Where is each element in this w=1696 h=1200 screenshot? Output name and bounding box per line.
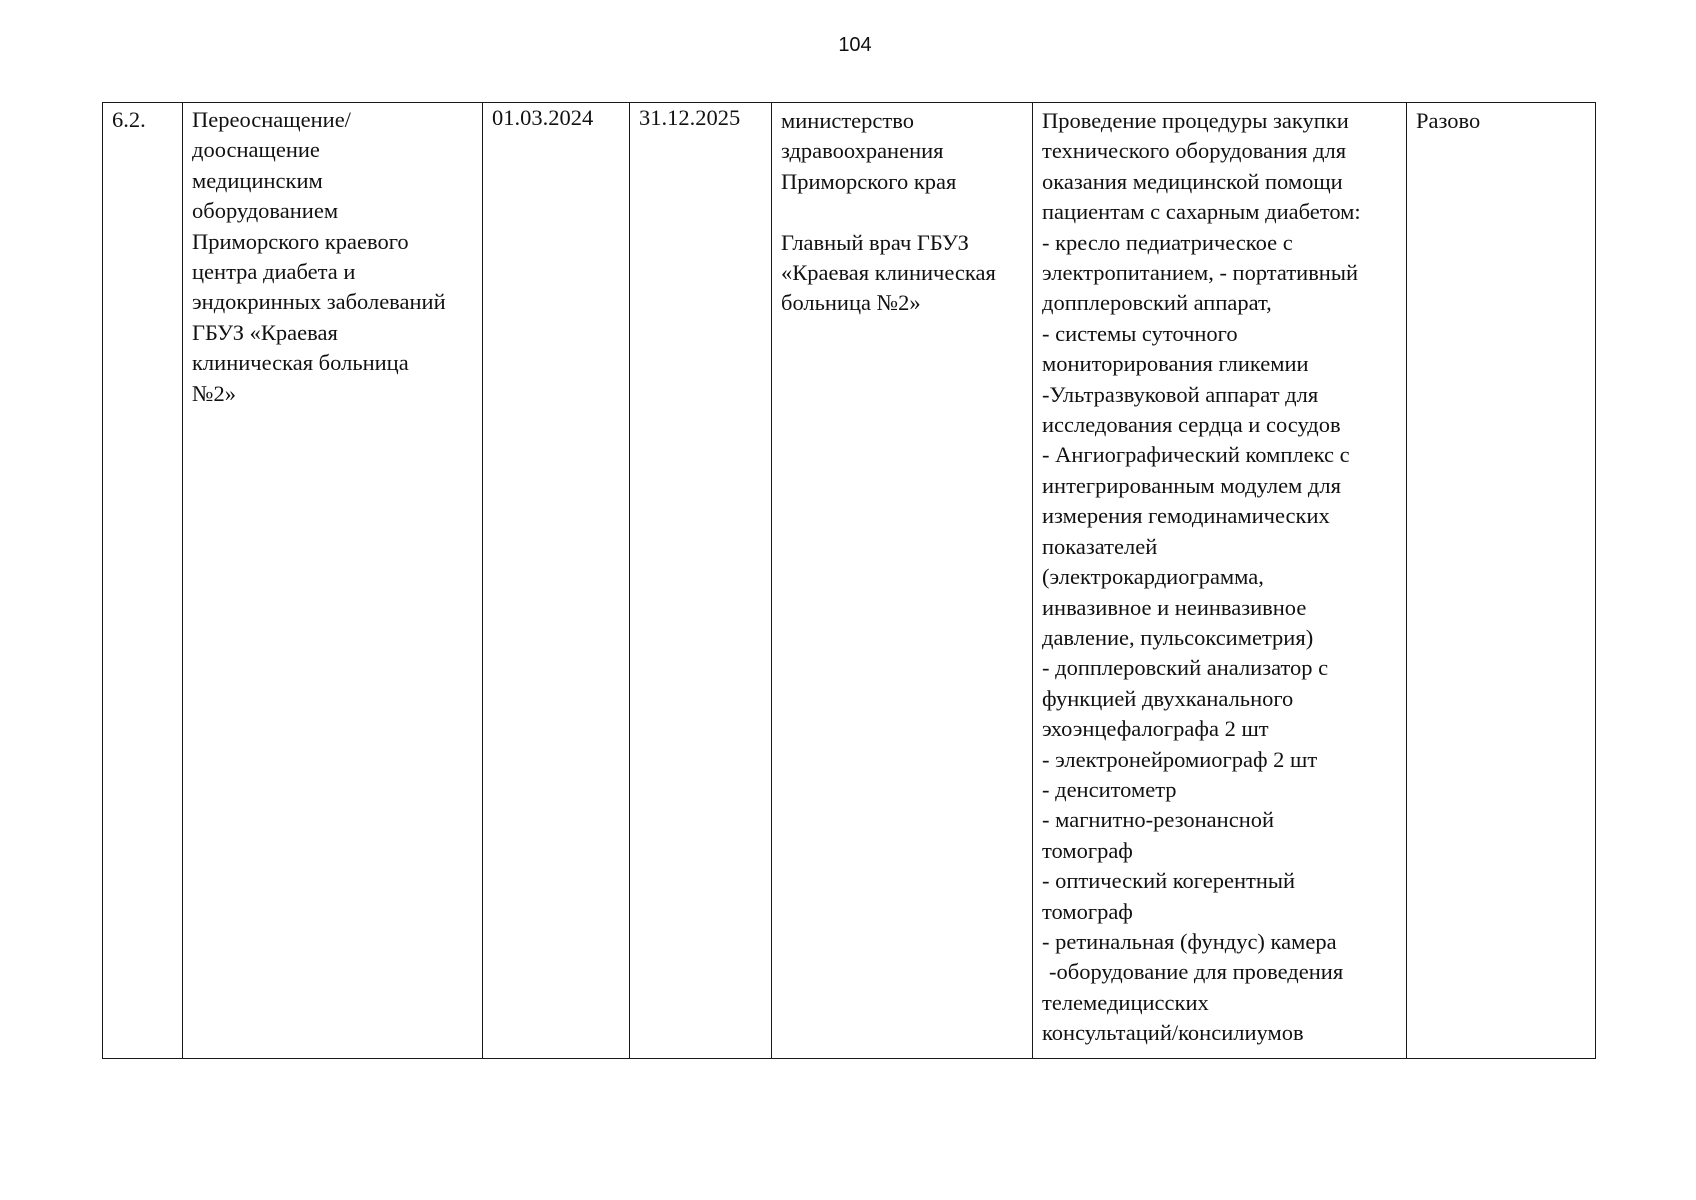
measure-title-line: оборудованием: [192, 198, 339, 224]
start-date: 01.03.2024: [492, 105, 594, 130]
description-line: показателей: [1042, 533, 1158, 559]
description-line: - электронейромиограф 2 шт: [1042, 746, 1318, 772]
responsible-person-line: Главный врач ГБУЗ: [781, 229, 969, 255]
periodicity: Разово: [1416, 108, 1481, 133]
responsible-org-line: Приморского края: [781, 168, 957, 194]
description-line: - допплеровский анализатор с: [1042, 655, 1329, 681]
responsible-org-line: здравоохранения: [781, 138, 944, 164]
end-date: 31.12.2025: [639, 105, 741, 130]
description-line: консультаций/консилиумов: [1042, 1020, 1304, 1046]
description-line: инвазивное и неинвазивное: [1042, 594, 1307, 620]
description-line: - ретинальная (фундус) камера: [1042, 928, 1337, 954]
table-row: [103, 103, 1596, 1059]
measure-title-cell: [183, 103, 483, 1059]
description-line: оказания медицинской помощи: [1042, 168, 1343, 194]
periodicity-cell: [1407, 103, 1596, 1059]
description-line: исследования сердца и сосудов: [1042, 412, 1341, 438]
description-line: - денситометр: [1042, 776, 1177, 802]
measure-title-line: дооснащение: [192, 137, 320, 163]
description-line: (электрокардиограмма,: [1042, 564, 1264, 590]
measure-title-line: эндокринных заболеваний: [192, 289, 446, 315]
measure-title-line: Приморского краевого: [192, 228, 409, 254]
description-line: -оборудование для проведения: [1049, 959, 1344, 985]
description-line: - оптический когерентный: [1042, 868, 1296, 894]
description-line: томограф: [1042, 898, 1133, 924]
description-line: - магнитно-резонансной: [1042, 807, 1275, 833]
measure-title-line: №2»: [192, 380, 236, 406]
description-line: электропитанием, - портативный: [1042, 260, 1359, 286]
description-line: - Ангиографический комплекс с: [1042, 442, 1350, 468]
responsible-spacer: [781, 197, 1026, 227]
measure-title-line: ГБУЗ «Краевая: [192, 319, 338, 345]
description-line: функцией двухканального: [1042, 685, 1294, 711]
description-line: пациентам с сахарным диабетом:: [1042, 199, 1361, 225]
responsible-person-line: «Краевая клиническая: [781, 260, 996, 286]
description-line: допплеровский аппарат,: [1042, 290, 1272, 316]
description-line: томограф: [1042, 837, 1133, 863]
description-line: интегрированным модулем для: [1042, 472, 1341, 498]
description-line: - системы суточного: [1042, 320, 1238, 346]
description-line: измерения гемодинамических: [1042, 503, 1330, 529]
row-number: 6.2.: [112, 107, 146, 132]
description-line: технического оборудования для: [1042, 138, 1347, 164]
start-date-cell: [483, 103, 630, 1059]
responsible-person-line: больница №2»: [781, 290, 921, 316]
row-number-cell: [103, 103, 183, 1059]
end-date-cell: [630, 103, 772, 1059]
description-line: мониторирования гликемии: [1042, 351, 1309, 377]
description-line: эхоэнцефалографа 2 шт: [1042, 716, 1269, 742]
responsible-org-line: министерство: [781, 108, 914, 133]
description-line: давление, пульсоксиметрия): [1042, 624, 1314, 650]
measure-title-line: центра диабета и: [192, 259, 356, 285]
measure-title-line: Переоснащение/: [192, 107, 351, 132]
plan-table: [102, 102, 1596, 1059]
description-line: - кресло педиатрическое с: [1042, 229, 1293, 255]
measure-title-line: клиническая больница: [192, 350, 409, 376]
description-line: Проведение процедуры закупки: [1042, 108, 1349, 133]
description-line: -Ультразвуковой аппарат для: [1042, 381, 1319, 407]
page-number: 104: [838, 34, 872, 56]
responsible-cell: [772, 103, 1033, 1059]
measure-title-line: медицинским: [192, 167, 323, 193]
description-line: телемедицисских: [1042, 989, 1209, 1015]
description-cell: [1033, 103, 1407, 1059]
